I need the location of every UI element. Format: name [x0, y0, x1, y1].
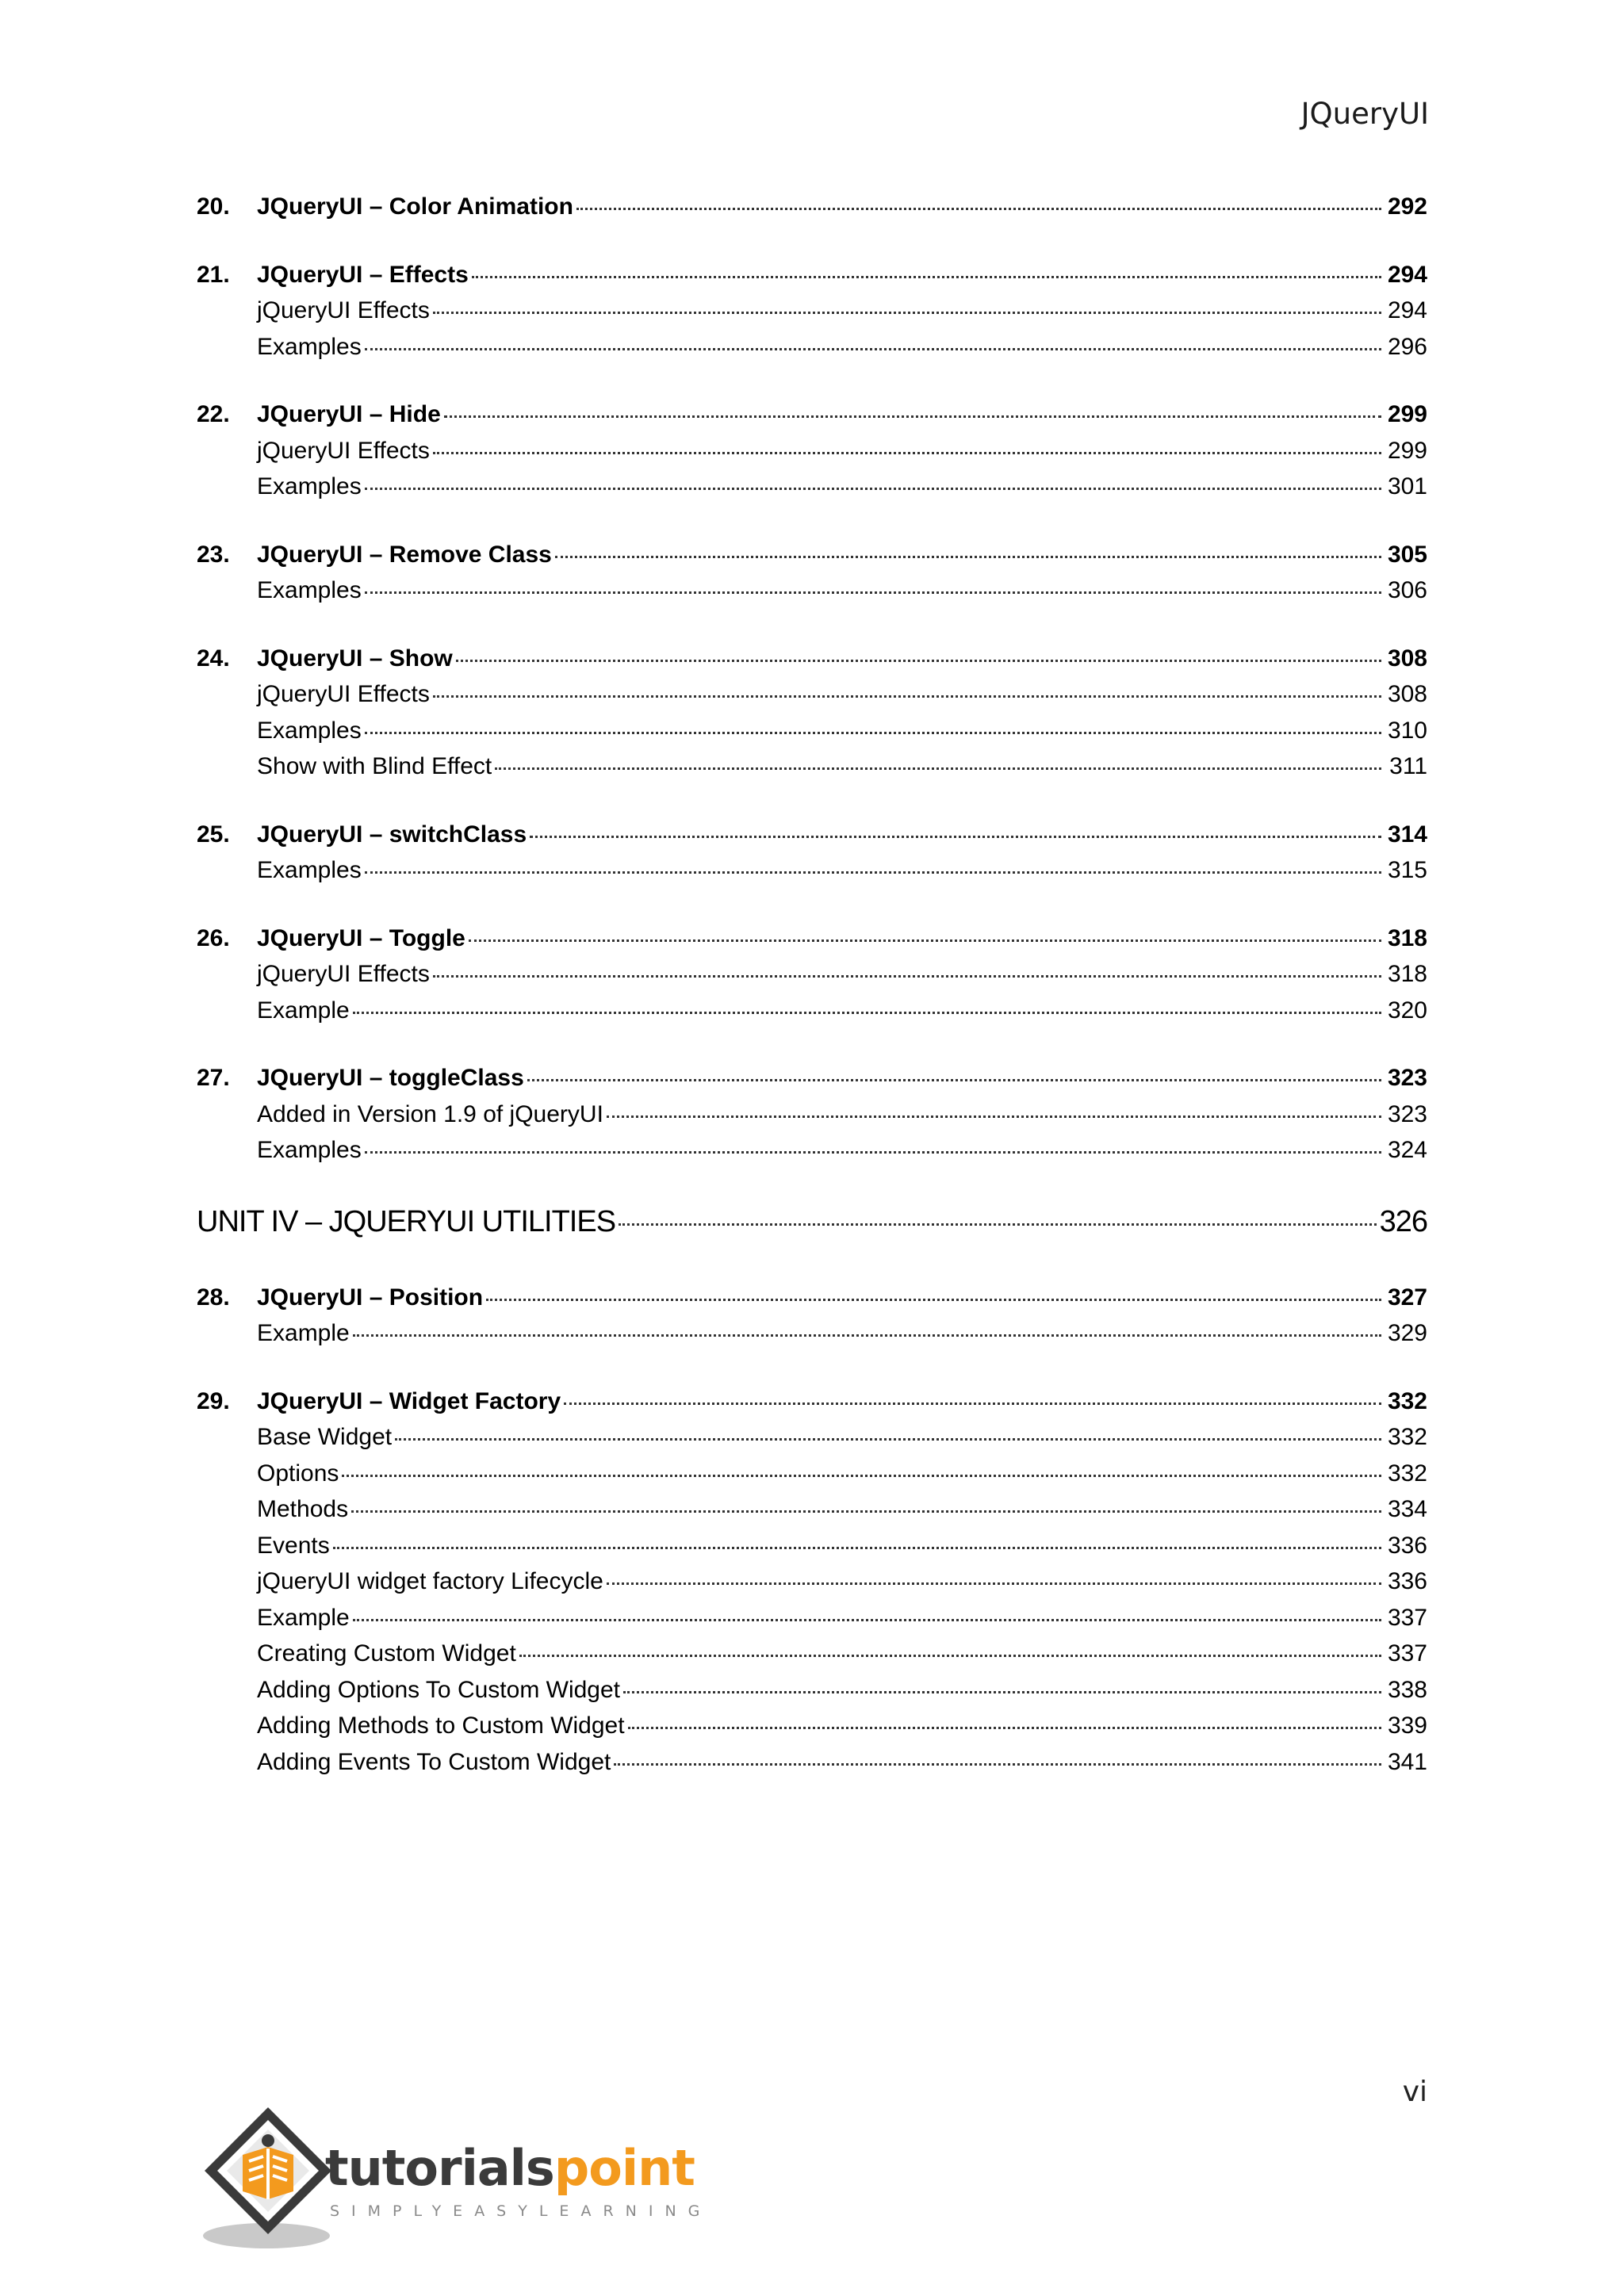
section-title: jQueryUI Effects: [257, 297, 430, 323]
chapter-number: 21.: [197, 261, 230, 288]
toc-section-entry[interactable]: [197, 1101, 1427, 1138]
chapter-title: JQueryUI – Effects: [257, 261, 469, 288]
toc-section-entry[interactable]: [197, 753, 1427, 790]
dot-leader: [433, 695, 1381, 698]
section-title: jQueryUI Effects: [257, 681, 430, 707]
dot-leader: [342, 1475, 1381, 1477]
toc-section-entry[interactable]: [197, 473, 1427, 510]
section-title: Examples: [257, 857, 362, 883]
page-number: vi: [1402, 2076, 1427, 2108]
chapter-page: 314: [1387, 821, 1427, 848]
section-page: 294: [1387, 297, 1427, 323]
chapter-title: JQueryUI – Widget Factory: [257, 1387, 561, 1414]
section-page: 329: [1387, 1320, 1427, 1346]
dot-leader: [519, 1655, 1381, 1657]
dot-leader: [353, 1334, 1381, 1337]
section-title: Example: [257, 1320, 350, 1346]
section-page: 296: [1387, 333, 1427, 360]
section-title: Adding Options To Custom Widget: [257, 1676, 621, 1703]
dot-leader: [365, 871, 1381, 874]
toc-section-entry[interactable]: [197, 1320, 1427, 1357]
toc-section-entry[interactable]: [197, 1460, 1427, 1497]
toc-section-entry[interactable]: [197, 857, 1427, 894]
section-title: jQueryUI widget factory Lifecycle: [257, 1568, 603, 1594]
logo-word-accent: point: [553, 2139, 695, 2197]
toc-chapter-entry[interactable]: [197, 821, 1427, 858]
dot-leader: [607, 1115, 1381, 1118]
toc-section-entry[interactable]: [197, 681, 1427, 718]
dot-leader: [614, 1763, 1381, 1766]
toc-chapter-entry[interactable]: [197, 541, 1427, 578]
chapter-page: 308: [1387, 645, 1427, 672]
toc-chapter-entry[interactable]: [197, 645, 1427, 682]
section-page: 310: [1387, 717, 1427, 744]
toc-chapter: [197, 1388, 1427, 1785]
dot-leader: [351, 1510, 1381, 1513]
section-title: Added in Version 1.9 of jQueryUI: [257, 1100, 603, 1127]
toc-section-entry[interactable]: [197, 1749, 1427, 1785]
dot-leader: [365, 1151, 1381, 1154]
dot-leader: [444, 415, 1381, 418]
toc-section-entry[interactable]: [197, 718, 1427, 754]
toc-chapter: [197, 262, 1427, 370]
toc-section-entry[interactable]: [197, 1424, 1427, 1460]
dot-leader: [469, 939, 1381, 942]
dot-leader: [495, 767, 1381, 770]
chapter-page: 323: [1387, 1065, 1427, 1091]
section-page: 334: [1387, 1496, 1427, 1522]
section-title: Creating Custom Widget: [257, 1640, 516, 1667]
section-title: jQueryUI Effects: [257, 961, 430, 987]
chapter-page: 299: [1387, 401, 1427, 427]
toc-chapter: [197, 401, 1427, 510]
toc-unit-entry[interactable]: [197, 1205, 1427, 1253]
section-page: 336: [1387, 1532, 1427, 1559]
section-page: 320: [1387, 997, 1427, 1024]
section-title: Methods: [257, 1496, 349, 1522]
dot-leader: [564, 1402, 1381, 1405]
chapter-number: 20.: [197, 193, 230, 220]
unit-title: UNIT IV – JQUERYUI UTILITIES: [197, 1204, 616, 1238]
tutorialspoint-logo: [190, 2103, 712, 2253]
logo-word-dark: tutorials: [325, 2139, 554, 2197]
section-title: Examples: [257, 717, 362, 744]
toc-section-entry[interactable]: [197, 438, 1427, 474]
dot-leader: [365, 732, 1381, 734]
dot-leader: [623, 1691, 1381, 1693]
section-title: Examples: [257, 333, 362, 360]
chapter-number: 27.: [197, 1065, 230, 1091]
toc-chapter-entry[interactable]: [197, 193, 1427, 230]
chapter-page: 332: [1387, 1387, 1427, 1414]
toc-part-2: [197, 1284, 1427, 1785]
section-page: 339: [1387, 1712, 1427, 1739]
toc-section-entry[interactable]: [197, 997, 1427, 1034]
section-title: Examples: [257, 473, 362, 499]
toc-section-entry[interactable]: [197, 334, 1427, 370]
dot-leader: [456, 660, 1381, 662]
dot-leader: [433, 975, 1381, 978]
section-page: 338: [1387, 1676, 1427, 1703]
section-title: Adding Events To Custom Widget: [257, 1748, 611, 1775]
toc-part-1: [197, 193, 1427, 1173]
toc-section-entry[interactable]: [197, 1496, 1427, 1533]
chapter-title: JQueryUI – Color Animation: [257, 193, 573, 220]
section-page: 332: [1387, 1424, 1427, 1450]
chapter-number: 26.: [197, 924, 230, 951]
section-title: Adding Methods to Custom Widget: [257, 1712, 625, 1739]
toc-chapter-entry[interactable]: [197, 262, 1427, 298]
logo-wordmark: [325, 2139, 695, 2197]
section-page: 341: [1387, 1748, 1427, 1775]
toc-chapter-entry[interactable]: [197, 401, 1427, 438]
tutorialspoint-emblem-icon: [198, 2103, 341, 2253]
toc-chapter-entry[interactable]: [197, 925, 1427, 962]
section-title: Examples: [257, 577, 362, 603]
toc-section-entry[interactable]: [197, 1137, 1427, 1173]
dot-leader: [433, 312, 1381, 314]
section-title: Examples: [257, 1137, 362, 1163]
toc-chapter-entry[interactable]: [197, 1284, 1427, 1321]
chapter-number: 23.: [197, 541, 230, 568]
table-of-contents: [197, 193, 1427, 1816]
chapter-page: 305: [1387, 541, 1427, 568]
toc-section-entry[interactable]: [197, 577, 1427, 614]
chapter-title: JQueryUI – Show: [257, 645, 453, 672]
section-page: 306: [1387, 577, 1427, 603]
section-page: 336: [1387, 1568, 1427, 1594]
chapter-title: JQueryUI – Remove Class: [257, 541, 552, 568]
toc-section-entry[interactable]: [197, 1712, 1427, 1749]
section-page: 308: [1387, 681, 1427, 707]
dot-leader: [353, 1619, 1381, 1621]
logo-tagline: SIMPLYEASYLEARNING: [330, 2202, 712, 2220]
dot-leader: [530, 836, 1381, 838]
dot-leader: [486, 1299, 1381, 1301]
running-header: JQueryUI: [1300, 97, 1429, 131]
dot-leader: [555, 556, 1381, 558]
chapter-page: 292: [1387, 193, 1427, 220]
toc-chapter-entry[interactable]: [197, 1388, 1427, 1425]
toc-section-entry[interactable]: [197, 1568, 1427, 1605]
dot-leader: [628, 1727, 1381, 1729]
section-title: Base Widget: [257, 1424, 393, 1450]
chapter-number: 29.: [197, 1387, 230, 1414]
section-page: 301: [1387, 473, 1427, 499]
section-title: Events: [257, 1532, 330, 1559]
toc-section-entry[interactable]: [197, 297, 1427, 334]
toc-chapter: [197, 1065, 1427, 1173]
toc-chapter: [197, 925, 1427, 1034]
dot-leader: [619, 1223, 1377, 1226]
section-title: Options: [257, 1460, 339, 1487]
section-title: Example: [257, 1604, 350, 1631]
chapter-title: JQueryUI – switchClass: [257, 821, 527, 848]
chapter-number: 22.: [197, 401, 230, 427]
section-page: 337: [1387, 1604, 1427, 1631]
chapter-page: 294: [1387, 261, 1427, 288]
section-page: 299: [1387, 437, 1427, 464]
toc-chapter: [197, 1284, 1427, 1357]
section-page: 324: [1387, 1137, 1427, 1163]
unit-page: 326: [1379, 1204, 1427, 1238]
dot-leader: [472, 276, 1381, 278]
toc-chapter: [197, 645, 1427, 790]
toc-section-entry[interactable]: [197, 1640, 1427, 1677]
toc-section-entry[interactable]: [197, 961, 1427, 997]
section-page: 337: [1387, 1640, 1427, 1667]
dot-leader: [607, 1582, 1381, 1585]
dot-leader: [527, 1079, 1381, 1081]
dot-leader: [365, 488, 1381, 490]
chapter-page: 327: [1387, 1284, 1427, 1311]
dot-leader: [365, 591, 1381, 594]
toc-section-entry[interactable]: [197, 1605, 1427, 1641]
dot-leader: [433, 452, 1381, 454]
section-page: 311: [1389, 753, 1427, 779]
section-title: jQueryUI Effects: [257, 437, 430, 464]
chapter-title: JQueryUI – Hide: [257, 401, 441, 427]
dot-leader: [333, 1547, 1381, 1549]
section-page: 323: [1387, 1100, 1427, 1127]
chapter-title: JQueryUI – Toggle: [257, 924, 465, 951]
toc-chapter-entry[interactable]: [197, 1065, 1427, 1101]
section-title: Show with Blind Effect: [257, 753, 492, 779]
section-page: 315: [1387, 857, 1427, 883]
chapter-number: 28.: [197, 1284, 230, 1311]
dot-leader: [395, 1438, 1381, 1441]
dot-leader: [353, 1012, 1381, 1014]
toc-section-entry[interactable]: [197, 1677, 1427, 1713]
toc-chapter: [197, 541, 1427, 614]
chapter-title: JQueryUI – toggleClass: [257, 1065, 524, 1091]
toc-section-entry[interactable]: [197, 1533, 1427, 1569]
chapter-number: 25.: [197, 821, 230, 848]
toc-chapter: [197, 821, 1427, 894]
toc-chapter: [197, 193, 1427, 230]
section-title: Example: [257, 997, 350, 1024]
dot-leader: [576, 208, 1381, 210]
section-page: 318: [1387, 961, 1427, 987]
section-page: 332: [1387, 1460, 1427, 1487]
chapter-title: JQueryUI – Position: [257, 1284, 484, 1311]
dot-leader: [365, 348, 1381, 350]
chapter-page: 318: [1387, 924, 1427, 951]
chapter-number: 24.: [197, 645, 230, 672]
